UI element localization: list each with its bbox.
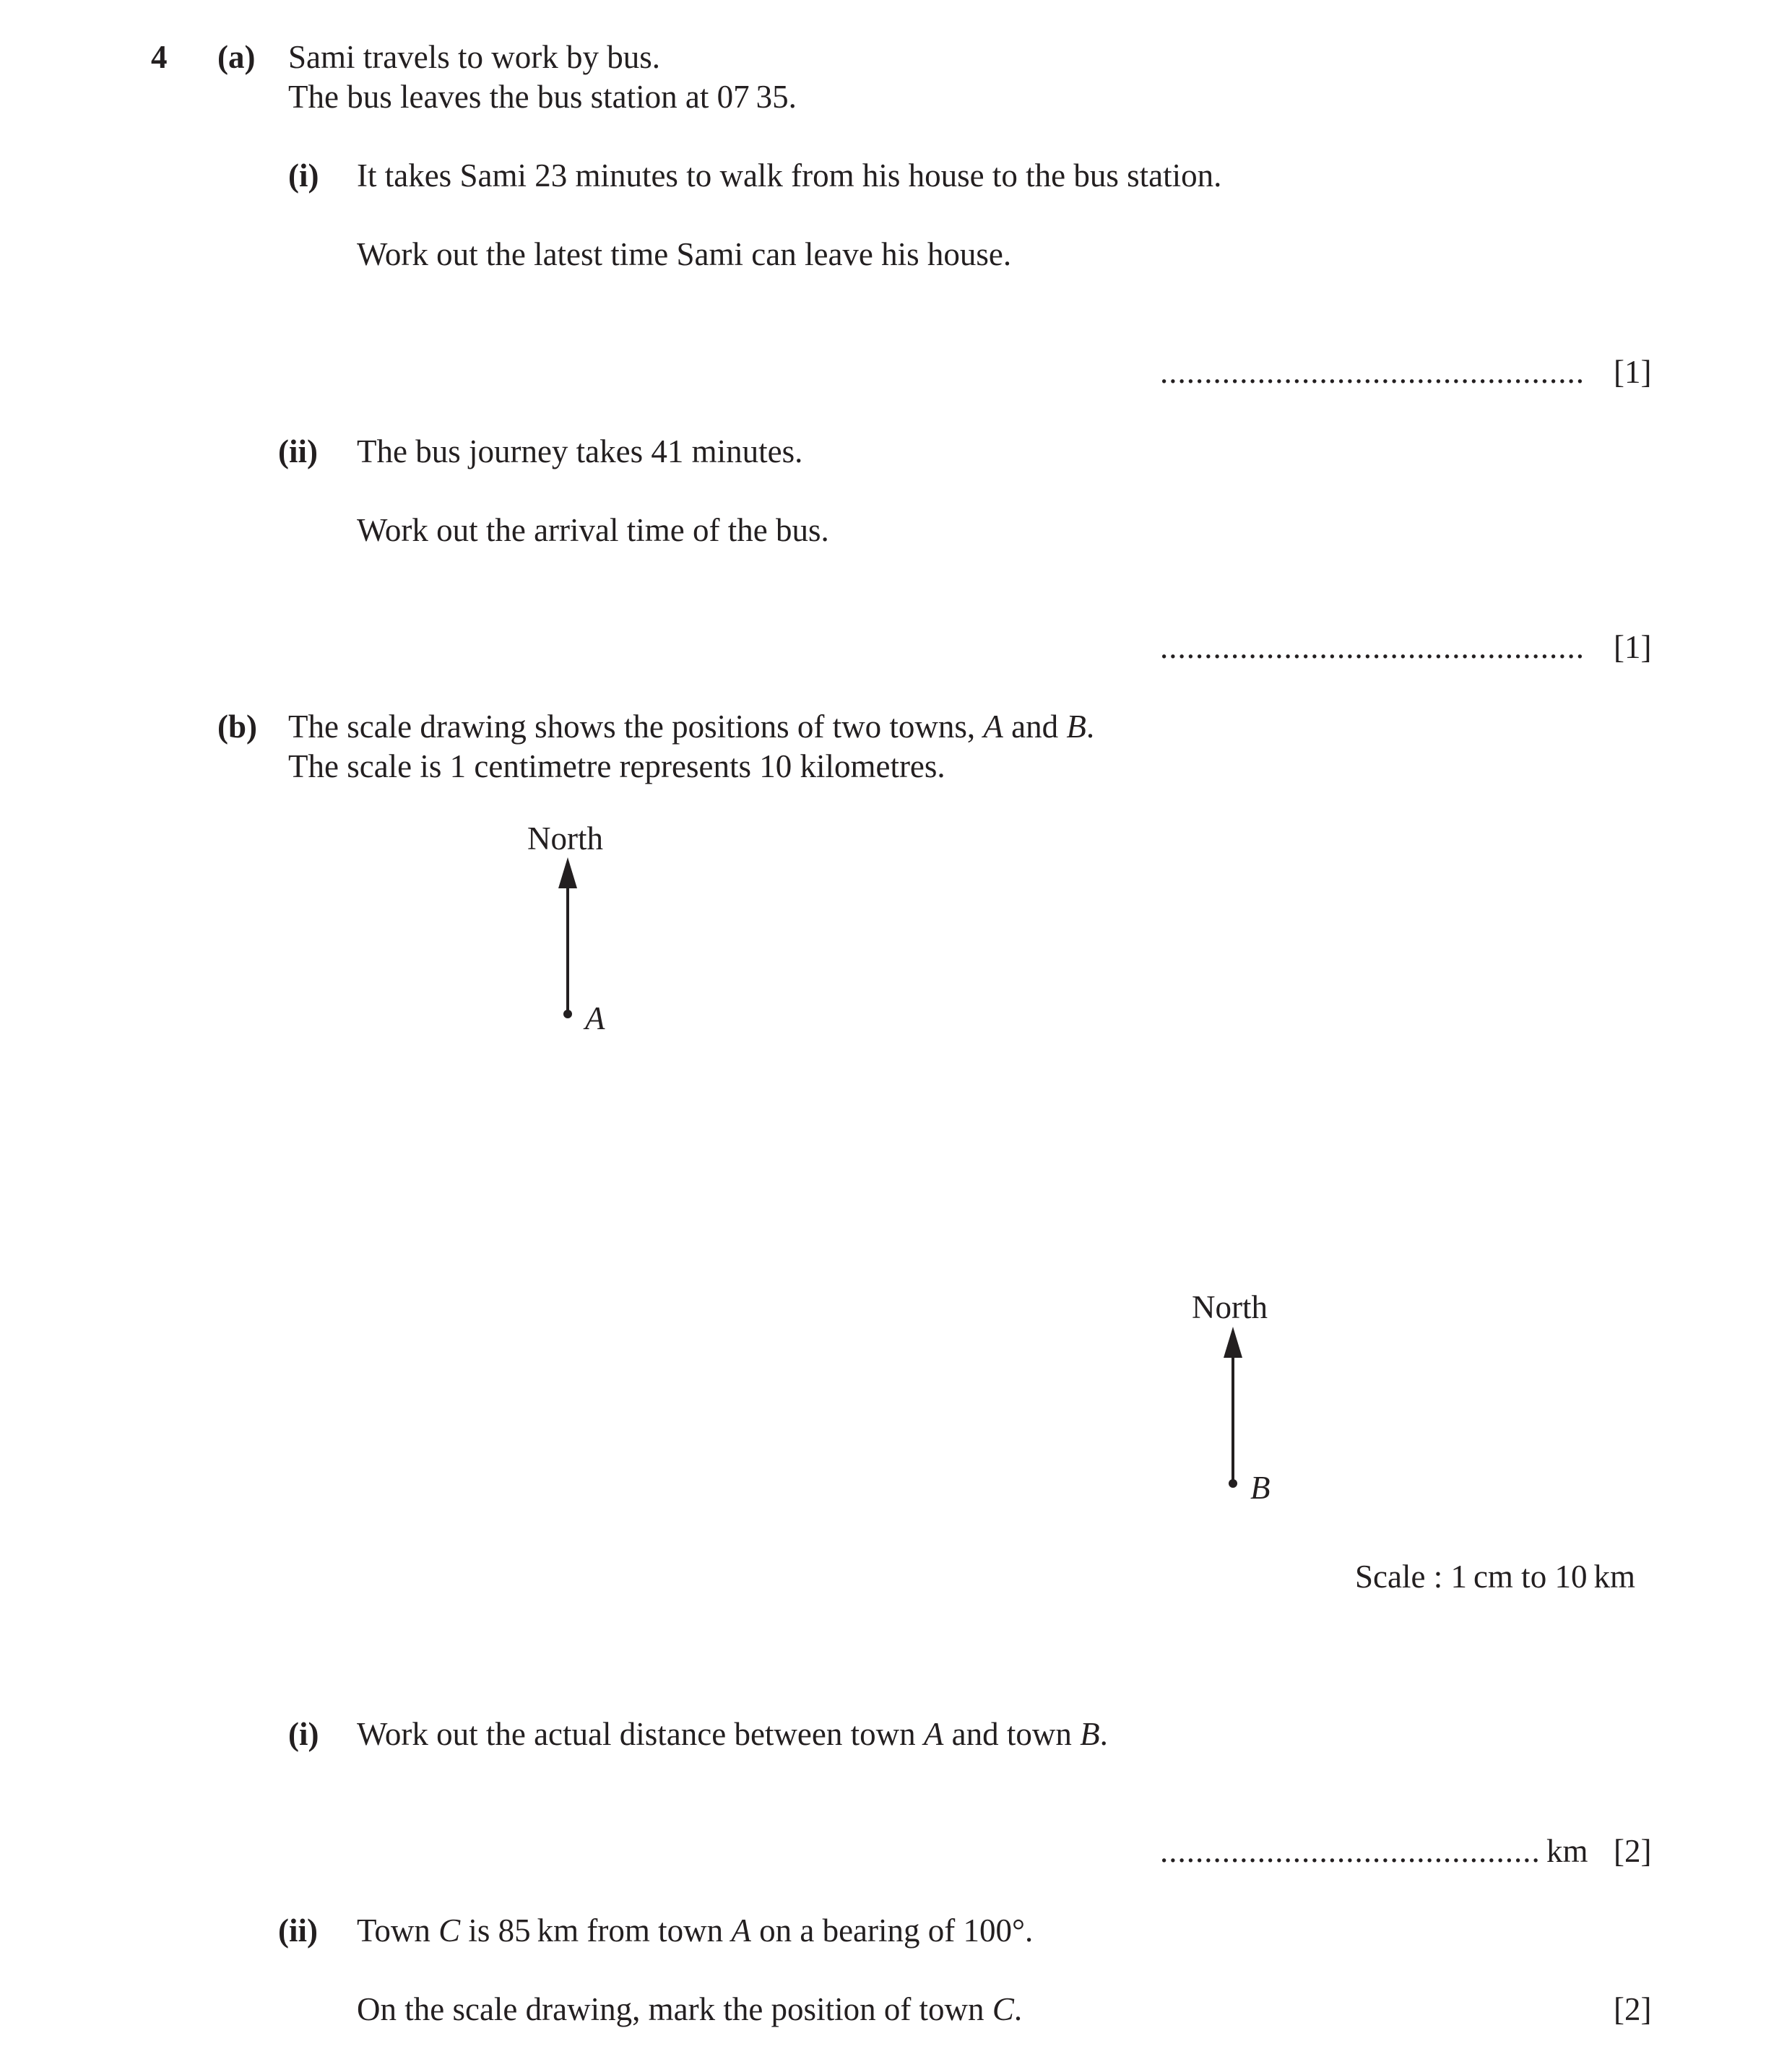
part-a-intro-line2: The bus leaves the bus station at 07 35. bbox=[288, 79, 797, 115]
point-b bbox=[1229, 1479, 1237, 1488]
marks-b-ii: [2] bbox=[1614, 1991, 1652, 2027]
answer-line-a-ii[interactable]: ................................................ bbox=[1160, 629, 1585, 665]
unit-b-i: km bbox=[1546, 1833, 1588, 1869]
part-a-i-line2: Work out the latest time Sami can leave his house. bbox=[357, 236, 1012, 272]
point-b-label: B bbox=[1250, 1470, 1271, 1506]
north-arrow-a-head bbox=[558, 857, 577, 888]
part-a-label: (a) bbox=[217, 39, 256, 75]
town-b-ref: B bbox=[1066, 708, 1086, 745]
part-a-intro-line1: Sami travels to work by bus. bbox=[288, 39, 660, 75]
part-b-label: (b) bbox=[217, 708, 257, 745]
town-a-ref: A bbox=[983, 708, 1003, 745]
part-a-ii-label: (ii) bbox=[278, 433, 318, 469]
part-b-intro-line2: The scale is 1 centimetre represents 10 kilometres. bbox=[288, 748, 945, 784]
question-number: 4 bbox=[151, 39, 168, 75]
north-arrow-b-head bbox=[1224, 1327, 1242, 1358]
part-a-ii-line2: Work out the arrival time of the bus. bbox=[357, 512, 829, 548]
answer-line-a-i[interactable]: ................................................ bbox=[1160, 354, 1585, 390]
answer-line-b-i[interactable]: ........................................... bbox=[1160, 1833, 1541, 1869]
part-b-ii-line1: Town C is 85 km from town A on a bearing of 100°. bbox=[357, 1912, 1034, 1949]
part-b-i-text: Work out the actual distance between town A and town B. bbox=[357, 1716, 1108, 1752]
part-a-ii-line1: The bus journey takes 41 minutes. bbox=[357, 433, 803, 469]
part-a-i-label: (i) bbox=[288, 157, 319, 194]
part-b-i-label: (i) bbox=[288, 1716, 319, 1752]
north-label-a: North bbox=[527, 820, 603, 857]
scale-label: Scale : 1 cm to 10 km bbox=[1355, 1559, 1635, 1595]
part-b-intro-line1: The scale drawing shows the positions of two towns, A and B. bbox=[288, 708, 1095, 745]
marks-a-ii: [1] bbox=[1614, 629, 1652, 665]
part-b-ii-line2: On the scale drawing, mark the position of town C. bbox=[357, 1991, 1023, 2027]
point-a-label: A bbox=[585, 1000, 605, 1036]
marks-a-i: [1] bbox=[1614, 354, 1652, 390]
point-a bbox=[563, 1010, 572, 1018]
part-a-i-line1: It takes Sami 23 minutes to walk from his house to the bus station. bbox=[357, 157, 1222, 194]
part-b-ii-label: (ii) bbox=[278, 1912, 318, 1949]
marks-b-i: [2] bbox=[1614, 1833, 1652, 1869]
north-label-b: North bbox=[1192, 1289, 1268, 1325]
